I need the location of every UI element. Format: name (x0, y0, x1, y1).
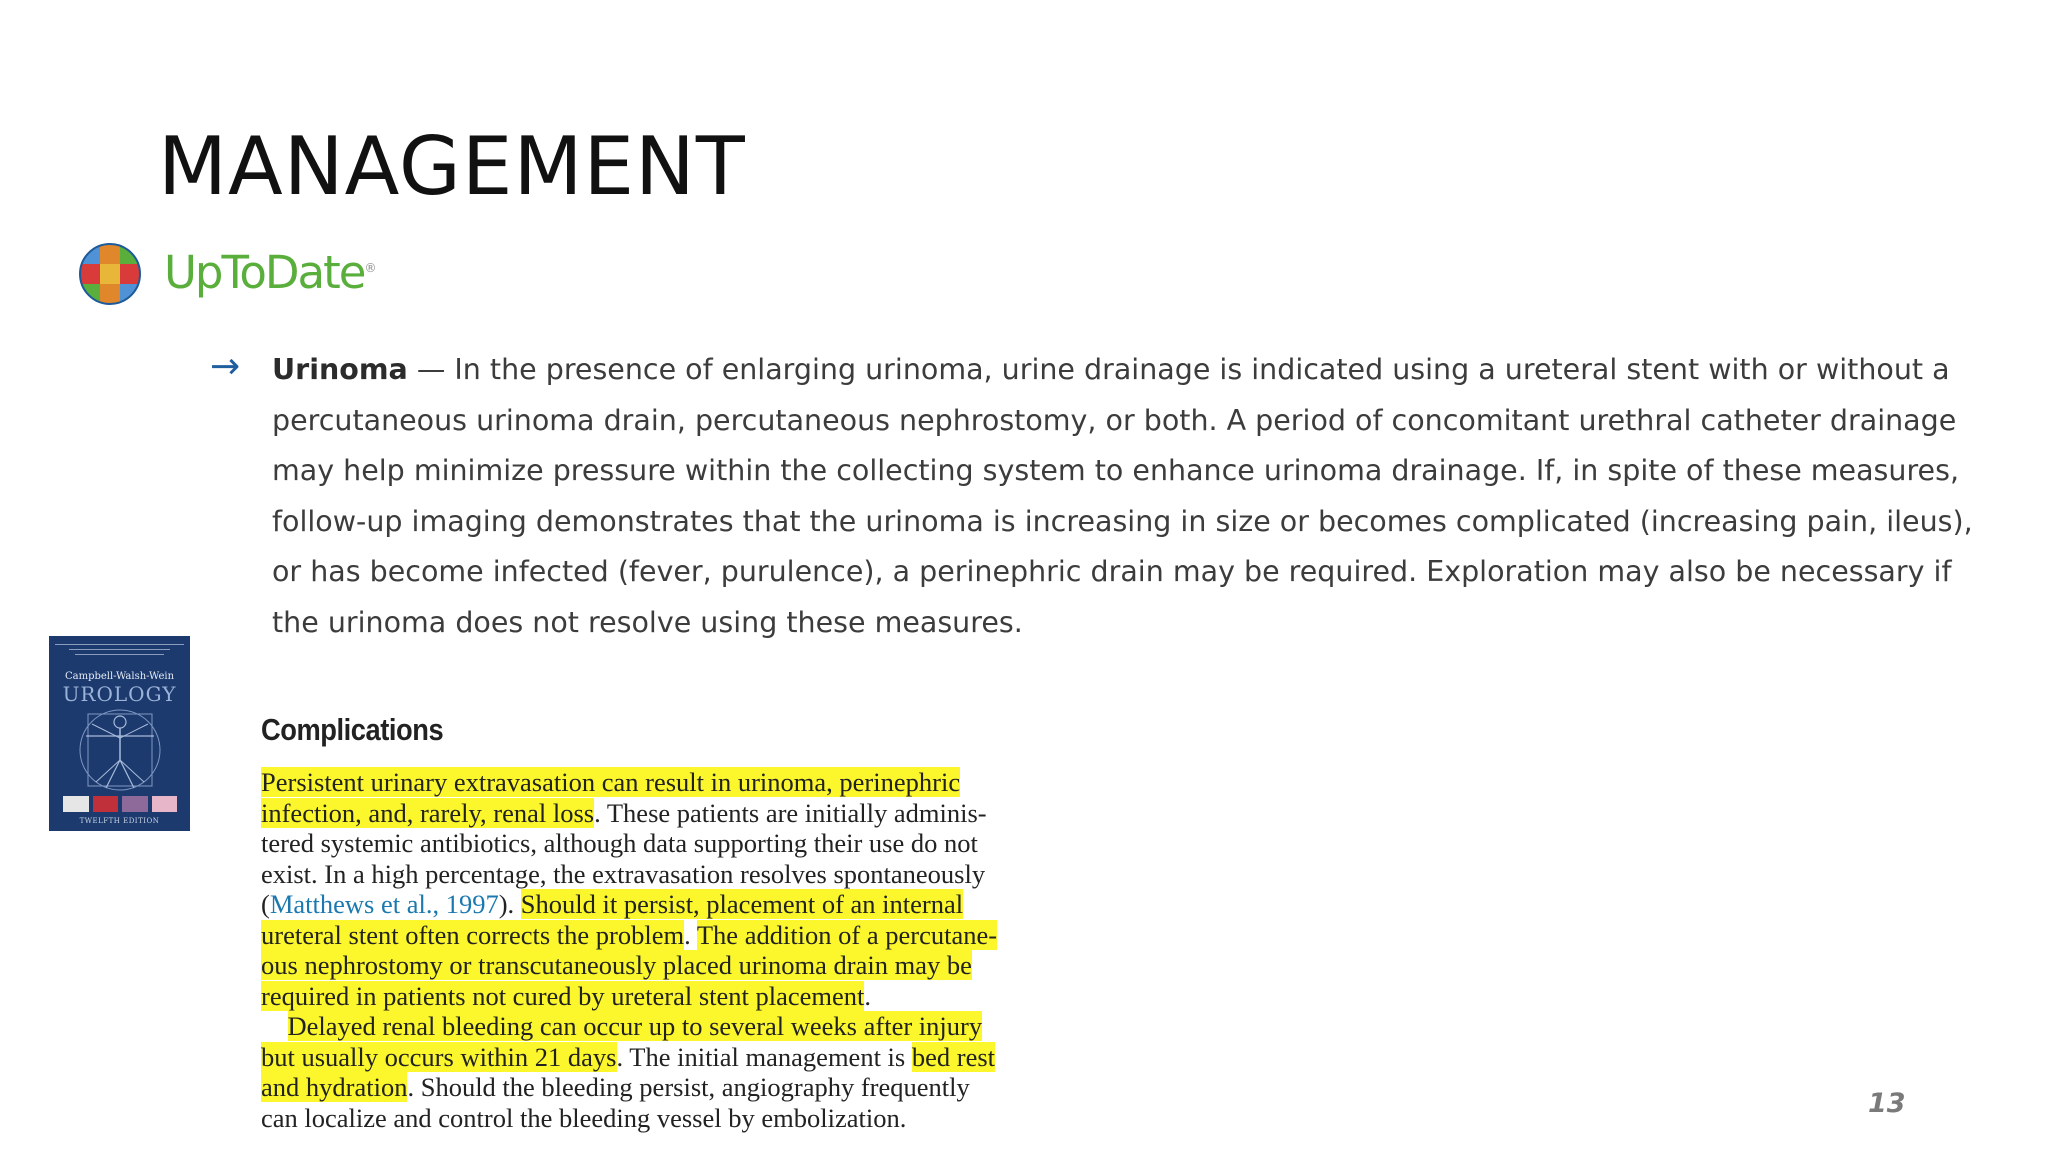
complications-line (261, 828, 1055, 859)
uptodate-paragraph (272, 345, 2010, 648)
uptodate-line: may help minimize pressure within the collecting system to enhance urinoma drainage. If, in spite of these measures, (272, 454, 1959, 487)
complications-line (261, 1072, 1055, 1103)
uptodate-excerpt (210, 345, 2010, 648)
book-name: UROLOGY (62, 682, 177, 706)
highlighted-text: ous nephrostomy or transcutaneously placed urinoma drain may be (261, 950, 972, 980)
complications-line (261, 889, 1055, 920)
complications-line (261, 920, 1055, 951)
complications-line (261, 1103, 1055, 1134)
complications-text (261, 767, 1055, 1133)
book-thumbnail (122, 796, 148, 812)
citation-link[interactable]: Matthews et al., 1997 (269, 889, 499, 919)
uptodate-line: or has become infected (fever, purulence), a perinephric drain may be required. Exploration may also be necessary if (272, 555, 1952, 588)
book-series: Campbell-Walsh-Wein (64, 671, 175, 682)
book-cover-image (49, 636, 190, 831)
body-text: . These patients are initially adminis- (594, 797, 987, 828)
complications-line (261, 981, 1055, 1012)
complications-line (261, 767, 1055, 798)
highlighted-text: Should it persist, placement of an internal (520, 889, 964, 919)
uptodate-line-text: — In the presence of enlarging urinoma, urine drainage is indicated using a ureteral stent with or without a (407, 353, 1950, 386)
uptodate-line (272, 345, 2010, 396)
highlighted-text: required in patients not cured by ureteral stent placement (261, 980, 865, 1011)
slide-title: MANAGEMENT (158, 120, 746, 213)
page-number: 13 (1868, 1088, 1906, 1119)
book-thumbnail (93, 796, 119, 812)
body-text: can localize and control the bleeding vessel by embolization. (261, 1102, 907, 1133)
body-text: ). (498, 889, 521, 919)
book-edition: TWELFTH EDITION (79, 817, 160, 825)
highlighted-text: and hydration (261, 1072, 408, 1102)
uptodate-line: follow-up imaging demonstrates that the urinoma is increasing in size or becomes complicated (increasing pain, ileus), (272, 504, 1973, 538)
uptodate-heading: Urinoma (272, 353, 408, 386)
highlighted-text: Persistent urinary extravasation can result in urinoma, perinephric (261, 767, 961, 797)
vitruvian-figure-icon (72, 700, 168, 796)
uptodate-line: percutaneous urinoma drain, percutaneous nephrostomy, or both. A period of concomitant urethral catheter drainage (272, 403, 1957, 437)
body-text: exist. In a high percentage, the extravasation resolves spontaneously (261, 858, 986, 889)
complications-line (261, 1011, 1055, 1042)
highlighted-text: but usually occurs within 21 days (261, 1041, 617, 1072)
highlighted-text: bed rest (911, 1041, 996, 1072)
highlighted-text: infection, and, rarely, renal loss (261, 797, 595, 828)
registered-mark: ® (364, 261, 377, 275)
book-thumbnail (152, 796, 178, 812)
complications-line (261, 1042, 1055, 1073)
body-text: tered systemic antibiotics, although data supporting their use do not (261, 828, 978, 858)
highlighted-text: The addition of a percutane- (696, 919, 998, 950)
body-text: . (864, 980, 872, 1011)
body-text: ( (261, 889, 270, 919)
complications-line (261, 798, 1055, 829)
complications-heading: Complications (261, 712, 444, 747)
uptodate-wordmark-text: UpToDate (164, 246, 365, 299)
highlighted-text: ureteral stent often corrects the problem (261, 919, 685, 950)
book-author-line (69, 649, 170, 650)
complications-line (261, 859, 1055, 890)
complications-line (261, 950, 1055, 981)
body-text (261, 1011, 288, 1041)
body-text: . The initial management is (616, 1041, 912, 1072)
body-text: . Should the bleeding persist, angiography frequently (407, 1072, 970, 1102)
body-text: . (684, 919, 697, 950)
arrow-right-icon: → (210, 346, 241, 387)
highlighted-text: Delayed renal bleeding can occur up to several weeks after injury (287, 1011, 983, 1041)
uptodate-wordmark (164, 246, 376, 299)
uptodate-logo-icon (78, 242, 142, 306)
book-thumbnails (63, 796, 177, 812)
book-thumbnail (63, 796, 89, 812)
book-author-line (55, 644, 184, 645)
uptodate-line: the urinoma does not resolve using these measures. (272, 605, 1023, 639)
book-author-line (75, 654, 164, 655)
